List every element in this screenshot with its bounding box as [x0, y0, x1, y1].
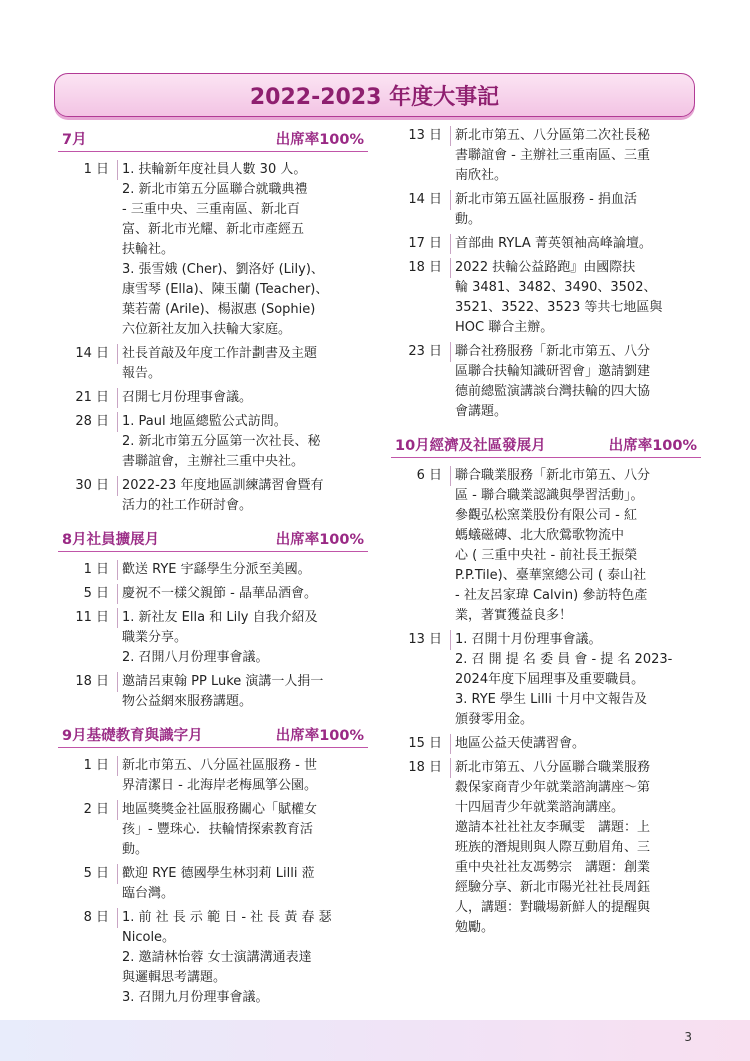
section-header-july: [58, 126, 368, 152]
event-line: 富、新北市光耀、新北市產經五: [122, 222, 305, 237]
event-line: 3. 召開九月份理事會議。: [122, 990, 269, 1005]
event-line: HOC 聯合主辦。: [455, 320, 554, 335]
event-line: 邀請本社社社友李珮雯 講題：上: [455, 820, 651, 835]
event-line: 2. 召開八月份理事會議。: [122, 650, 269, 665]
event-line: 縠保家商青少年就業諮詢講座～第: [455, 780, 651, 795]
event-line: 界清潔日 - 北海岸老梅風箏公園。: [122, 778, 317, 793]
event-line: 扶輪社。: [122, 242, 175, 257]
event-entry: [58, 672, 368, 712]
page-title: 2022-2023 年度大事記: [249, 84, 500, 110]
event-day: 14 日: [391, 190, 451, 210]
event-line: 2022-23 年度地區訓練講習會暨有: [122, 478, 324, 493]
event-day: 8 日: [58, 908, 118, 928]
event-line: 新北市第五區社區服務 - 捐血活: [455, 192, 637, 207]
event-description: [118, 388, 368, 408]
event-day: 23 日: [391, 342, 451, 362]
event-day: 17 日: [391, 234, 451, 254]
event-line: 新北市第五、八分區社區服務 - 世: [122, 758, 317, 773]
event-entry: [58, 560, 368, 580]
section-september-entries: [58, 756, 368, 1008]
section-header-october: [391, 432, 701, 458]
event-entry: [58, 608, 368, 668]
event-line: 3521、3522、3523 等共七地區與: [455, 300, 663, 315]
event-description: [451, 190, 701, 230]
footer-band: [0, 1020, 750, 1061]
event-line: 德前總監演講談台灣扶輪的四大協: [455, 384, 651, 399]
event-line: 孩」- 豐珠心．扶輪情探索教育活: [122, 822, 313, 837]
event-line: 書聯誼會 - 主辦社三重南區、三重: [455, 148, 650, 163]
event-line: 2022 扶輪公益路跑』由國際扶: [455, 260, 636, 275]
event-line: 輪 3481、3482、3490、3502、: [455, 280, 657, 295]
section-header-september: [58, 722, 368, 748]
event-line: 臨台灣。: [122, 886, 175, 901]
event-day: 5 日: [58, 584, 118, 604]
event-description: [118, 476, 368, 516]
event-day: 11 日: [58, 608, 118, 628]
event-line: 六位新社友加入扶輪大家庭。: [122, 322, 292, 337]
event-day: 13 日: [391, 630, 451, 650]
event-entry: [58, 908, 368, 1008]
event-line: 2. 召 開 提 名 委 員 會 - 提 名 2023-: [455, 652, 673, 667]
event-description: [118, 160, 368, 340]
event-line: 2. 新北市第五分區第一次社長、秘: [122, 434, 321, 449]
event-description: [118, 608, 368, 668]
event-day: 30 日: [58, 476, 118, 496]
event-line: 勉勵。: [455, 920, 495, 935]
event-day: 1 日: [58, 756, 118, 776]
attendance-rate: 出席率100%: [275, 532, 364, 548]
event-line: 首部曲 RYLA 菁英領袖高峰論壇。: [455, 236, 652, 251]
event-entry: [58, 584, 368, 604]
event-line: 3. 張雪娥 (Cher)、劉洛妤 (Lily)、: [122, 262, 324, 277]
event-line: Nicole。: [122, 930, 176, 945]
event-line: 1. 扶輪新年度社員人數 30 人。: [122, 162, 307, 177]
event-line: 1. 新社友 Ella 和 Lily 自我介紹及: [122, 610, 318, 625]
event-line: 新北市第五、八分區第二次社長秘: [455, 128, 651, 143]
event-description: [118, 908, 368, 1008]
event-line: 參觀弘松窯業股份有限公司 - 紅: [455, 508, 637, 523]
section-title: 7月: [62, 132, 87, 148]
attendance-rate: 出席率100%: [275, 728, 364, 744]
event-description: [118, 800, 368, 860]
event-entry: [391, 758, 701, 938]
event-line: 經驗分享、新北市陽光社社長周鈺: [455, 880, 651, 895]
event-line: 活力的社工作研討會。: [122, 498, 253, 513]
event-line: 召開七月份理事會議。: [122, 390, 253, 405]
event-line: 3. RYE 學生 Lilli 十月中文報告及: [455, 692, 647, 707]
event-description: [118, 864, 368, 904]
section-october-entries: [391, 466, 701, 938]
event-day: 1 日: [58, 560, 118, 580]
event-line: 1. Paul 地區總監公式訪問。: [122, 414, 287, 429]
event-entry: [391, 258, 701, 338]
section-title: 10月經濟及社區發展月: [395, 438, 546, 454]
event-line: 動。: [455, 212, 482, 227]
event-line: 歡迎 RYE 德國學生林羽莉 Lilli 蒞: [122, 866, 315, 881]
section-september-continued-entries: [391, 126, 701, 422]
event-line: 會講題。: [455, 404, 508, 419]
event-line: 區 - 聯合職業認識與學習活動」。: [455, 488, 644, 503]
event-line: 螞蟻磁磚、北大欣鶯歌物流中: [455, 528, 625, 543]
event-day: 13 日: [391, 126, 451, 146]
event-line: 1. 召開十月份理事會議。: [455, 632, 602, 647]
event-line: 動。: [122, 842, 149, 857]
event-entry: [391, 342, 701, 422]
event-line: 物公益網來服務講題。: [122, 694, 253, 709]
event-line: 地區公益天使講習會。: [455, 736, 586, 751]
event-day: 15 日: [391, 734, 451, 754]
event-line: 1. 前 社 長 示 範 日 - 社 長 黃 春 瑟: [122, 910, 332, 925]
event-description: [118, 560, 368, 580]
left-column: [58, 126, 368, 1008]
event-line: 班族的潛規則與人際互動眉角、三: [455, 840, 651, 855]
event-entry: [58, 864, 368, 904]
event-description: [118, 584, 368, 604]
event-line: 地區獎獎金社區服務關心「賦權女: [122, 802, 318, 817]
event-line: 區聯合扶輪知識研習會」邀請劉建: [455, 364, 651, 379]
event-description: [118, 756, 368, 796]
event-line: 十四屆青少年就業諮詢講座。: [455, 800, 625, 815]
event-line: - 三重中央、三重南區、新北百: [122, 202, 300, 217]
event-line: 邀請呂東翰 PP Luke 演講一人捐一: [122, 674, 324, 689]
event-line: 2. 邀請林怡蓉 女士演講溝通表達: [122, 950, 312, 965]
event-line: 2. 新北市第五分區聯合就職典禮: [122, 182, 308, 197]
event-line: 重中央社社友馮勢宗 講題：創業: [455, 860, 651, 875]
event-entry: [391, 734, 701, 754]
event-line: 康雪琴 (Ella)、陳玉蘭 (Teacher)、: [122, 282, 329, 297]
event-entry: [391, 126, 701, 186]
event-line: 職業分享。: [122, 630, 188, 645]
event-entry: [58, 160, 368, 340]
event-day: 5 日: [58, 864, 118, 884]
event-day: 14 日: [58, 344, 118, 364]
attendance-rate: 出席率100%: [275, 132, 364, 148]
event-entry: [58, 476, 368, 516]
event-entry: [391, 190, 701, 230]
event-line: 頒發零用金。: [455, 712, 534, 727]
event-day: 1 日: [58, 160, 118, 180]
event-line: 歡送 RYE 宇繇學生分派至美國。: [122, 562, 311, 577]
event-day: 18 日: [391, 758, 451, 778]
event-description: [451, 342, 701, 422]
event-entry: [58, 388, 368, 408]
event-description: [451, 126, 701, 186]
section-header-august: [58, 526, 368, 552]
event-line: 業，著實獲益良多！: [455, 608, 573, 623]
event-description: [118, 344, 368, 384]
section-title: 8月社員擴展月: [62, 532, 160, 548]
section-july-entries: [58, 160, 368, 516]
event-line: 書聯誼會，主辦社三重中央社。: [122, 454, 305, 469]
event-entry: [391, 630, 701, 730]
event-line: 社長首敲及年度工作計劃書及主題: [122, 346, 318, 361]
page-number: 3: [684, 1030, 692, 1044]
event-line: 心 ( 三重中央社 - 前社長王振榮: [455, 548, 638, 563]
event-day: 21 日: [58, 388, 118, 408]
event-day: 18 日: [58, 672, 118, 692]
page-title-banner: [54, 73, 695, 117]
event-entry: [391, 466, 701, 626]
right-column: [391, 126, 701, 938]
event-entry: [58, 756, 368, 796]
event-description: [451, 758, 701, 938]
event-line: 新北市第五、八分區聯合職業服務: [455, 760, 651, 775]
event-day: 18 日: [391, 258, 451, 278]
event-line: 與邏輯思考講題。: [122, 970, 227, 985]
section-title: 9月基礎教育與識字月: [62, 728, 203, 744]
event-description: [451, 734, 701, 754]
event-line: 慶祝不一樣父親節 - 晶華品酒會。: [122, 586, 317, 601]
event-line: P.P.Tile)、臺華窯總公司 ( 泰山社: [455, 568, 647, 583]
event-description: [451, 466, 701, 626]
event-line: 人，講題：對職場新鮮人的提醒與: [455, 900, 651, 915]
event-line: 報告。: [122, 366, 162, 381]
section-august-entries: [58, 560, 368, 712]
event-entry: [58, 412, 368, 472]
event-entry: [58, 344, 368, 384]
event-description: [451, 630, 701, 730]
event-description: [118, 672, 368, 712]
event-line: 聯合職業服務「新北市第五、八分: [455, 468, 651, 483]
attendance-rate: 出席率100%: [608, 438, 697, 454]
event-description: [451, 234, 701, 254]
event-description: [451, 258, 701, 338]
event-line: 聯合社務服務「新北市第五、八分: [455, 344, 651, 359]
event-line: 2024年度下屆理事及重要職員。: [455, 672, 645, 687]
event-day: 2 日: [58, 800, 118, 820]
event-line: 葉若薷 (Arile)、楊淑惠 (Sophie): [122, 302, 316, 317]
event-line: 南欣社。: [455, 168, 508, 183]
event-entry: [391, 234, 701, 254]
event-day: 6 日: [391, 466, 451, 486]
event-day: 28 日: [58, 412, 118, 432]
event-description: [118, 412, 368, 472]
event-entry: [58, 800, 368, 860]
event-line: - 社友呂家瑋 Calvin) 參訪特色產: [455, 588, 648, 603]
